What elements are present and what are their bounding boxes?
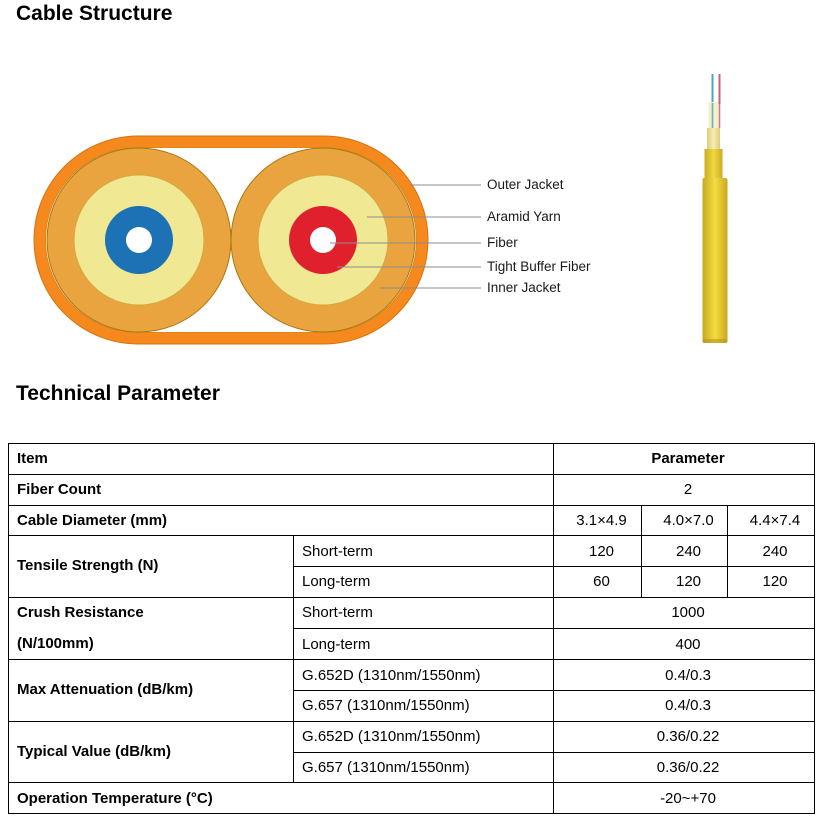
tensile-short-value-1: 120 (554, 536, 642, 567)
tensile-strength-label: Tensile Strength (N) (9, 536, 294, 598)
table-row (9, 660, 815, 691)
crush-resistance-label-line2: (N/100mm) (17, 634, 94, 652)
technical-parameter-heading: Technical Parameter (16, 382, 220, 405)
max-attenuation-label: Max Attenuation (dB/km) (9, 660, 294, 722)
tensile-long-value-1: 60 (554, 567, 642, 598)
fiber-core-left (126, 227, 152, 253)
tensile-long-term-label: Long-term (294, 567, 554, 598)
table-row (9, 597, 815, 628)
crush-short-term-value: 1000 (554, 597, 815, 628)
table-row (9, 505, 815, 536)
table-row (9, 474, 815, 505)
crush-short-term-label: Short-term (294, 597, 554, 628)
max-attenuation-g652d-value: 0.4/0.3 (554, 660, 815, 691)
typical-value-g652d-value: 0.36/0.22 (554, 721, 815, 752)
side-outer-jacket (703, 178, 728, 343)
crush-long-term-label: Long-term (294, 629, 554, 660)
cable-diameter-value-1: 3.1×4.9 (554, 505, 642, 536)
fiber-count-label: Fiber Count (9, 474, 554, 505)
label-outer-jacket: Outer Jacket (487, 177, 564, 192)
header-parameter: Parameter (554, 444, 815, 475)
cable-structure-figure (0, 40, 821, 365)
label-aramid-yarn: Aramid Yarn (487, 209, 561, 224)
fiber-count-value: 2 (554, 474, 815, 505)
cable-structure-heading: Cable Structure (16, 2, 173, 25)
max-attenuation-g657-value: 0.4/0.3 (554, 691, 815, 722)
side-aramid-strands (709, 102, 719, 130)
cable-side-view (703, 74, 728, 343)
table-row (9, 536, 815, 567)
label-tight-buffer-fiber: Tight Buffer Fiber (487, 259, 591, 274)
table-row (9, 721, 815, 752)
technical-parameter-table (8, 443, 815, 814)
max-attenuation-g652d-label: G.652D (1310nm/1550nm) (294, 660, 554, 691)
cable-diameter-value-2: 4.0×7.0 (642, 505, 728, 536)
tensile-short-term-label: Short-term (294, 536, 554, 567)
side-buffer-tube (707, 128, 720, 151)
crush-resistance-label (9, 597, 294, 660)
tensile-short-value-3: 240 (728, 536, 815, 567)
side-inner-jacket (705, 149, 723, 179)
operation-temperature-label: Operation Temperature (°C) (9, 783, 554, 814)
crush-long-term-value: 400 (554, 629, 815, 660)
label-fiber: Fiber (487, 235, 518, 250)
cable-diameter-label: Cable Diameter (mm) (9, 505, 554, 536)
header-item: Item (9, 444, 554, 475)
crush-resistance-label-line1: Crush Resistance (17, 603, 144, 621)
tensile-short-value-2: 240 (642, 536, 728, 567)
label-inner-jacket: Inner Jacket (487, 280, 561, 295)
table-row (9, 783, 815, 814)
operation-temperature-value: -20~+70 (554, 783, 815, 814)
typical-value-g657-label: G.657 (1310nm/1550nm) (294, 752, 554, 783)
typical-value-label: Typical Value (dB/km) (9, 721, 294, 783)
typical-value-g652d-label: G.652D (1310nm/1550nm) (294, 721, 554, 752)
side-cable-end (703, 339, 728, 343)
fiber-core-right (310, 227, 336, 253)
tensile-long-value-3: 120 (728, 567, 815, 598)
typical-value-g657-value: 0.36/0.22 (554, 752, 815, 783)
cable-diameter-value-3: 4.4×7.4 (728, 505, 815, 536)
table-row (9, 444, 815, 475)
tensile-long-value-2: 120 (642, 567, 728, 598)
max-attenuation-g657-label: G.657 (1310nm/1550nm) (294, 691, 554, 722)
